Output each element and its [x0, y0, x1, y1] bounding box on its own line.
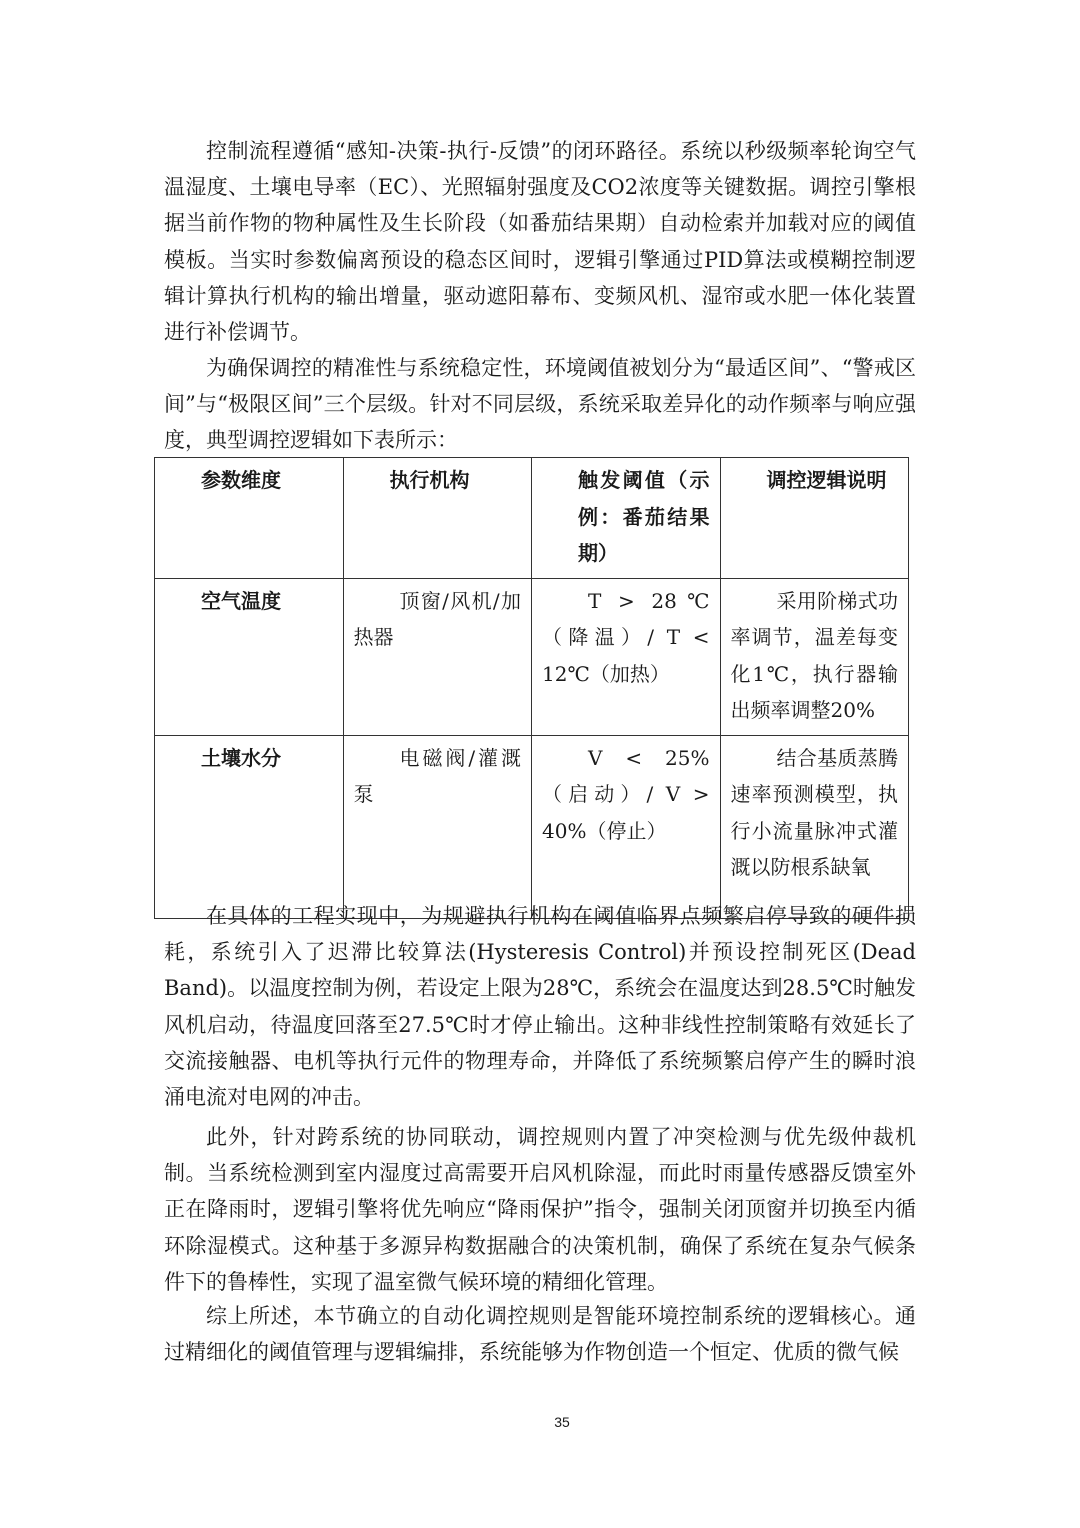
- cell-threshold: T > 28℃（降温）/ T < 12℃（加热）: [532, 578, 721, 735]
- cell-threshold: V < 25%（启动）/ V > 40%（停止）: [532, 735, 721, 918]
- page-number: 35: [554, 1414, 570, 1430]
- cell-actuator: 顶窗/风机/加热器: [343, 578, 532, 735]
- table-row: [155, 578, 909, 735]
- header-trigger-threshold: 触发阈值（示例：番茄结果期）: [532, 458, 721, 579]
- table-header-row: [155, 458, 909, 579]
- paragraph-summary: 综上所述，本节确立的自动化调控规则是智能环境控制系统的逻辑核心。通过精细化的阈值管理与逻辑编排，系统能够为作物创造一个恒定、优质的微气候: [164, 1304, 916, 1365]
- paragraph-conflict-arbitration: 此外，针对跨系统的协同联动，调控规则内置了冲突检测与优先级仲裁机制。当系统检测到室内湿度过高需要开启风机除湿，而此时雨量传感器反馈室外正在降雨时，逻辑引擎将优先响应“降雨保护”指令，强制关闭顶窗并切换至内循环除湿模式。这种基于多源异构数据融合的决策机制，确保了系统在复杂气候条件下的鲁棒性，实现了温室微气候环境的精细化管理。: [164, 1125, 916, 1294]
- paragraph-threshold-levels: 为确保调控的精准性与系统稳定性，环境阈值被划分为“最适区间”、“警戒区间”与“极限区间”三个层级。针对不同层级，系统采取差异化的动作频率与响应强度，典型调控逻辑如下表所示：: [164, 356, 916, 453]
- cell-logic: 采用阶梯式功率调节，温差每变化1℃，执行器输出频率调整20%: [720, 578, 909, 735]
- cell-parameter: 土壤水分: [155, 735, 344, 918]
- cell-actuator: 电磁阀/灌溉泵: [343, 735, 532, 918]
- paragraph-control-flow: 控制流程遵循“感知-决策-执行-反馈”的闭环路径。系统以秒级频率轮询空气温湿度、土壤电导率（EC）、光照辐射强度及CO2浓度等关键数据。调控引擎根据当前作物的物种属性及生长阶段（如番茄结果期）自动检索并加载对应的阈值模板。当实时参数偏离预设的稳态区间时，逻辑引擎通过PID算法或模糊控制逻辑计算执行机构的输出增量，驱动遮阳幕布、变频风机、湿帘或水肥一体化装置进行补偿调节。: [164, 139, 916, 345]
- control-logic-table: [154, 457, 909, 919]
- cell-parameter: 空气温度: [155, 578, 344, 735]
- header-logic-description: 调控逻辑说明: [720, 458, 909, 579]
- cell-logic: 结合基质蒸腾速率预测模型，执行小流量脉冲式灌溉以防根系缺氧: [720, 735, 909, 918]
- header-actuator: 执行机构: [343, 458, 532, 579]
- paragraph-hysteresis: 在具体的工程实现中，为规避执行机构在阈值临界点频繁启停导致的硬件损耗，系统引入了迟滞比较算法(Hysteresis Control)并预设控制死区(Dead Band)。以温度控制为例，若设定上限为28℃，系统会在温度达到28.5℃时触发风机启动，待温度回落至27.5℃时才停止输出。这种非线性控制策略有效延长了交流接触器、电机等执行元件的物理寿命，并降低了系统频繁启停产生的瞬时浪涌电流对电网的冲击。: [164, 904, 916, 1110]
- table-row: [155, 735, 909, 918]
- header-parameter: 参数维度: [155, 458, 344, 579]
